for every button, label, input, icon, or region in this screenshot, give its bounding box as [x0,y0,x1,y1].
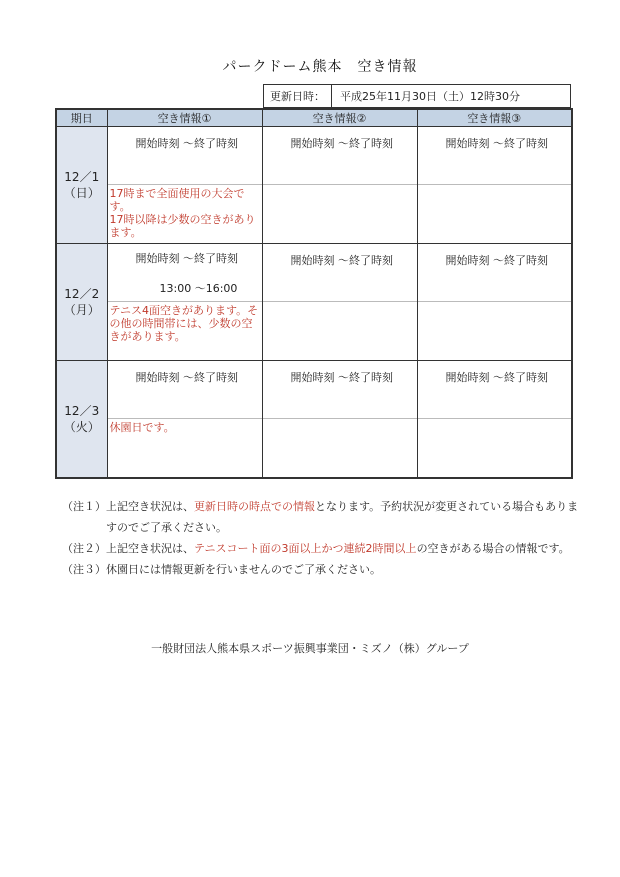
date-cell [56,361,107,479]
slot-time: 13:00 ～16:00 [159,282,238,295]
table-row [56,361,572,479]
weekday-text: （月） [63,303,100,317]
note-item [62,496,582,538]
header-slot-2: 空き情報② [262,109,417,127]
note-text: 上記空き状況は、テニスコート面の3面以上かつ連続2時間以上の空きがある場合の情報です。 [106,542,570,555]
date-cell [56,127,107,244]
availability-note: 休園日です。 [109,421,175,434]
page-title: パークドーム熊本 空き情報 [222,59,418,75]
update-label: 更新日時： [264,85,332,107]
slot-cell [417,244,572,361]
organization-footer: 一般財団法人熊本県スポーツ振興事業団・ミズノ（株）グループ [151,642,469,655]
slot-cell [262,244,417,361]
weekday-text: （火） [63,420,100,434]
weekday-text: （日） [63,186,100,200]
time-header: 開始時刻 ～終了時刻 [290,137,393,150]
time-header: 開始時刻 ～終了時刻 [445,371,548,384]
header-slot-3: 空き情報③ [417,109,572,127]
note-text: 上記空き状況は、更新日時の時点での情報となります。予約状況が変更されている場合もありますのでご了承ください。 [106,500,579,534]
note-text: 休園日には情報更新を行いませんのでご了承ください。 [106,563,381,576]
date-text: 12／2 [64,287,100,301]
note-item [62,559,582,580]
availability-note: 17時まで全面使用の大会です。 17時以降は少数の空きがあります。 [109,187,256,239]
slot-cell [262,127,417,244]
header-date: 期日 [56,109,107,127]
note-number: （注１） [62,500,106,513]
note-number: （注３） [62,563,106,576]
time-header: 開始時刻 ～終了時刻 [445,137,548,150]
slot-cell [107,244,262,361]
availability-table [55,108,573,479]
date-cell [56,244,107,361]
slot-cell [107,127,262,244]
time-header: 開始時刻 ～終了時刻 [290,254,393,267]
slot-cell [417,361,572,479]
slot-cell [417,127,572,244]
date-text: 12／1 [64,170,100,184]
time-header: 開始時刻 ～終了時刻 [135,137,238,150]
update-value: 平成25年11月30日（土）12時30分 [340,90,520,103]
slot-cell [262,361,417,479]
slot-cell [107,361,262,479]
time-header: 開始時刻 ～終了時刻 [290,371,393,384]
time-header: 開始時刻 ～終了時刻 [135,252,238,265]
update-timestamp [263,84,571,108]
time-header: 開始時刻 ～終了時刻 [445,254,548,267]
table-row [56,127,572,244]
date-text: 12／3 [64,404,100,418]
time-header: 開始時刻 ～終了時刻 [135,371,238,384]
note-item [62,538,582,559]
table-row [56,244,572,361]
availability-note: テニス4面空きがあります。その他の時間帯には、少数の空きがあります。 [109,304,259,343]
note-number: （注２） [62,542,106,555]
header-slot-1: 空き情報① [107,109,262,127]
notes-section [62,496,582,580]
